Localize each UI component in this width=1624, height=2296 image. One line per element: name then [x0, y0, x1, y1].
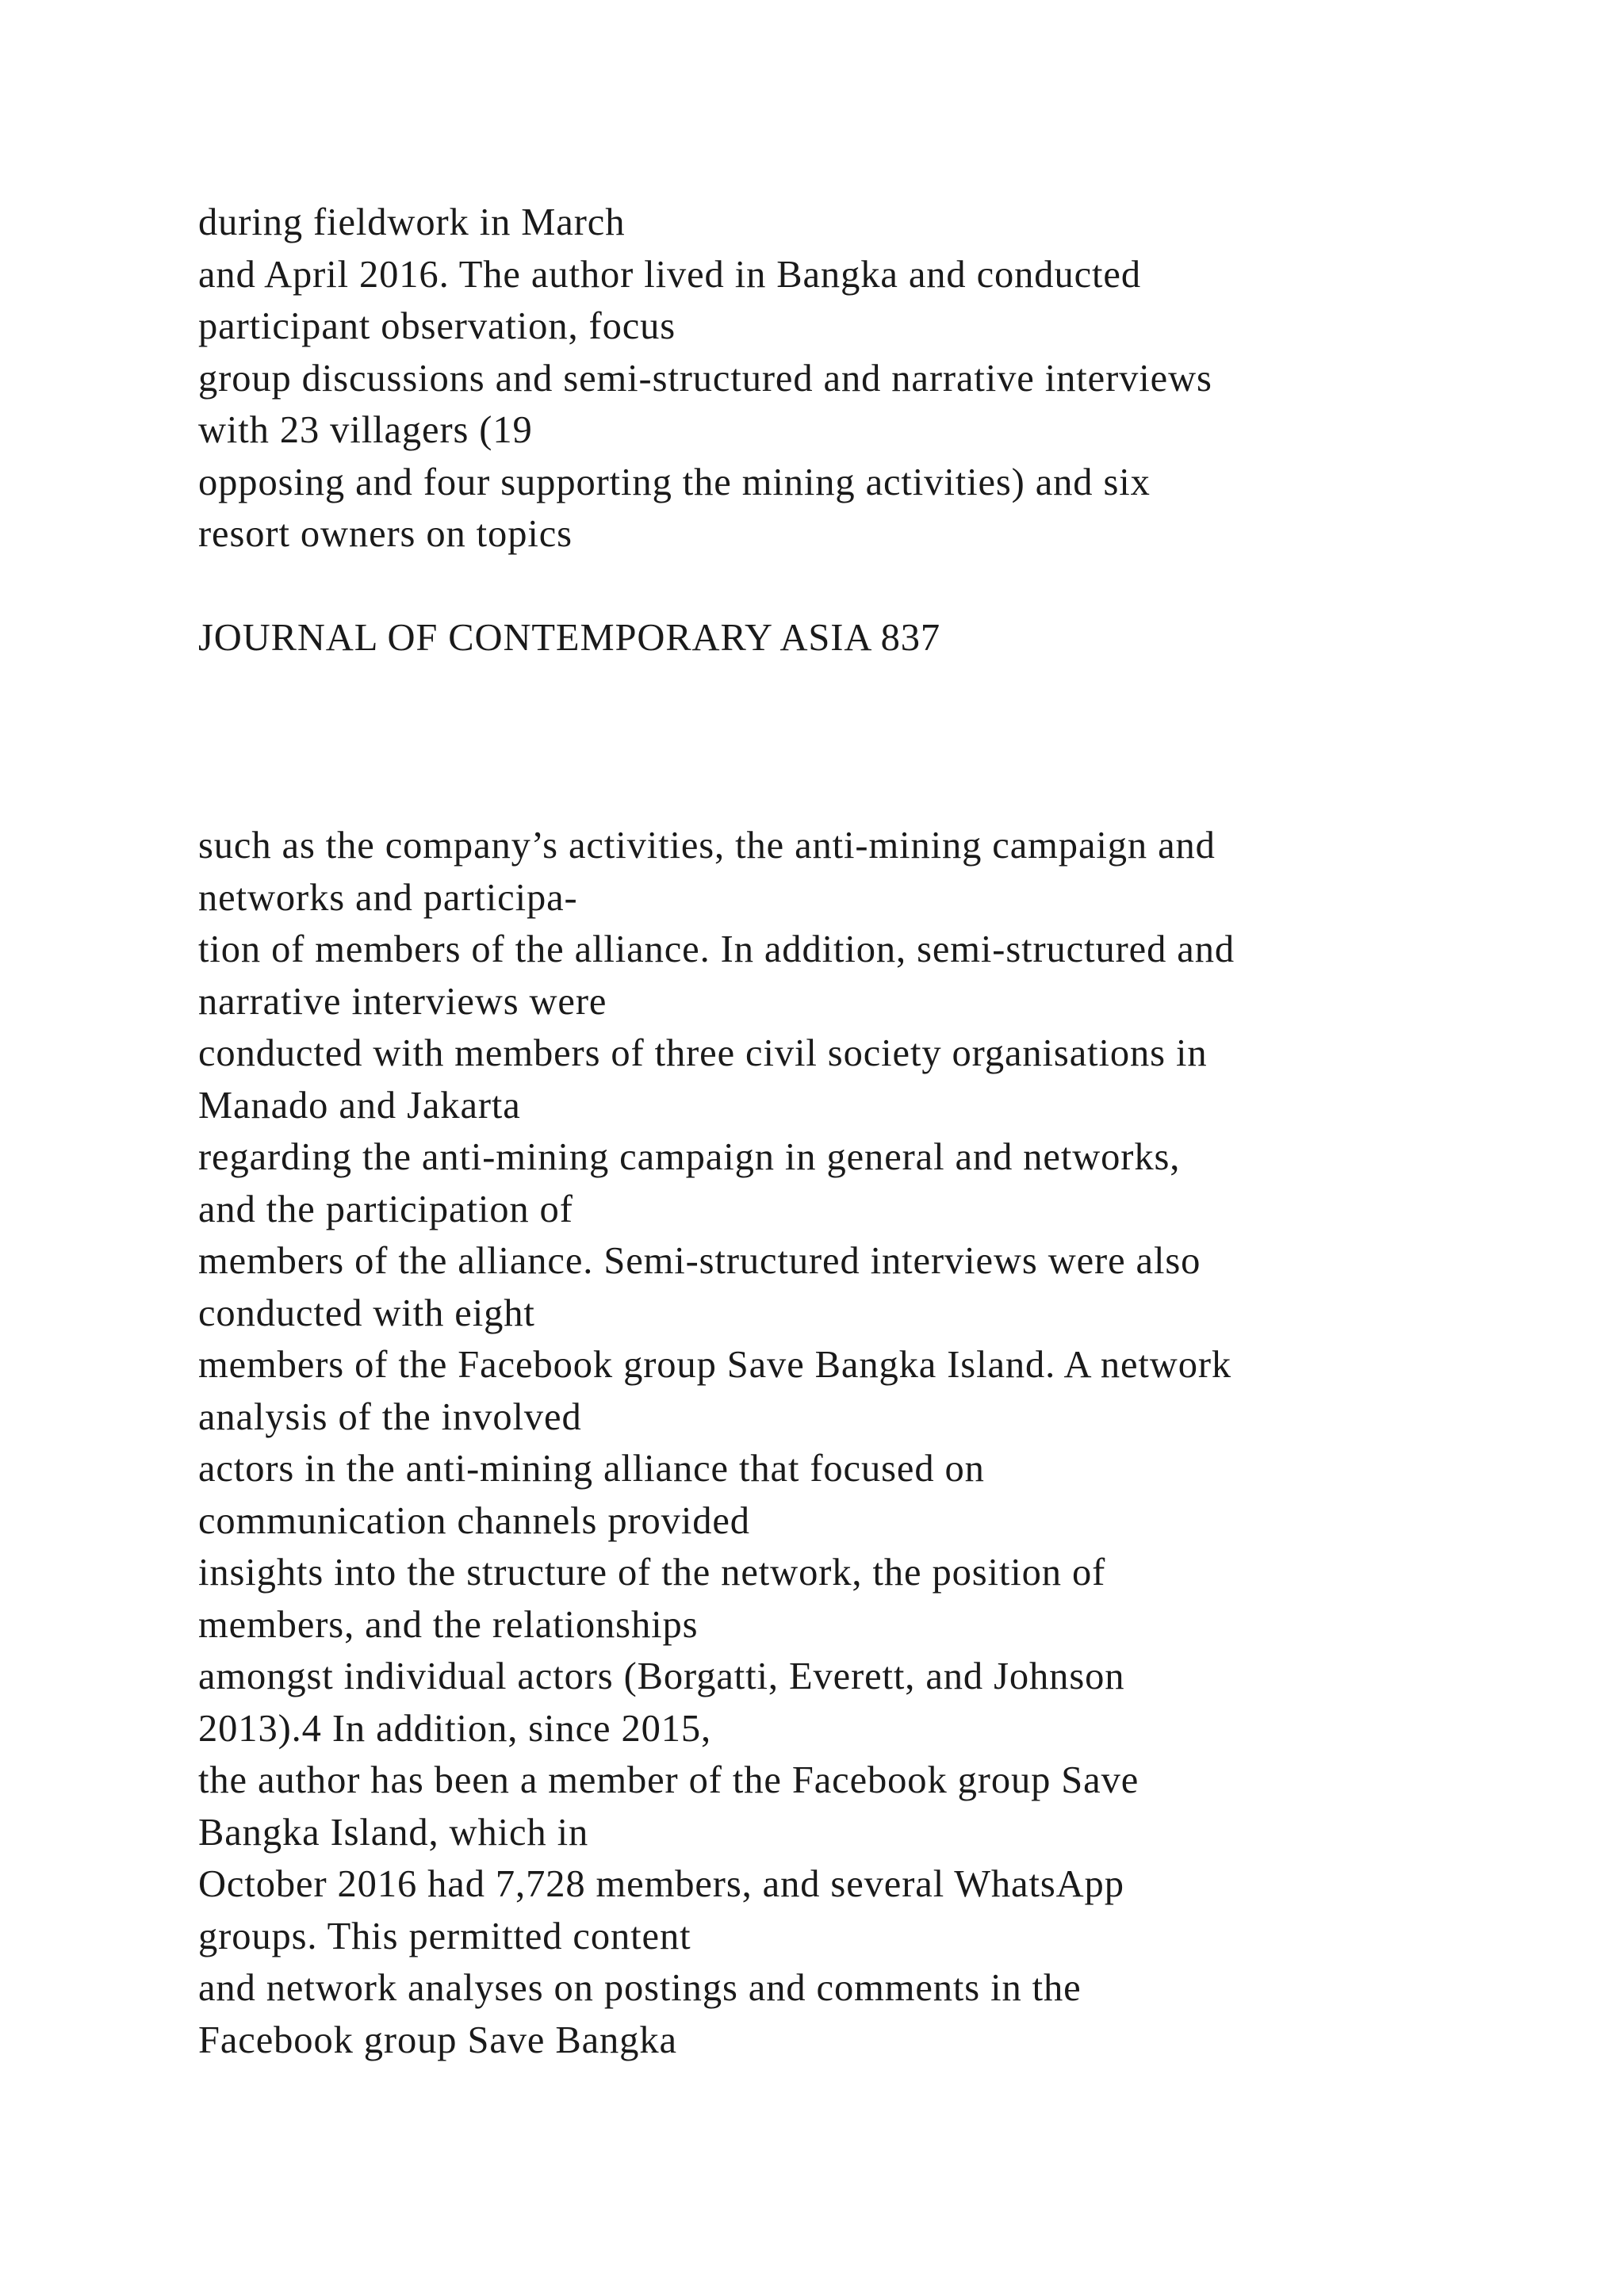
text-line: regarding the anti-mining campaign in general and networks,: [198, 1136, 1181, 1178]
text-line: October 2016 had 7,728 members, and several WhatsApp: [198, 1863, 1124, 1905]
text-line: members, and the relationships: [198, 1603, 699, 1646]
text-line: members of the Facebook group Save Bangka Island. A network: [198, 1344, 1232, 1386]
paragraph-methods: [198, 820, 1235, 2066]
text-line: opposing and four supporting the mining activities) and six: [198, 461, 1151, 503]
text-line: actors in the anti-mining alliance that focused on: [198, 1448, 985, 1490]
text-line: resort owners on topics: [198, 513, 573, 555]
text-line: group discussions and semi-structured and narrative interviews: [198, 357, 1212, 400]
text-line: tion of members of the alliance. In addition, semi-structured and: [198, 928, 1235, 970]
text-line: networks and participa-: [198, 876, 578, 919]
text-line: Bangka Island, which in: [198, 1811, 589, 1854]
text-line: communication channels provided: [198, 1499, 750, 1542]
text-line: analysis of the involved: [198, 1395, 582, 1438]
text-line: conducted with eight: [198, 1292, 535, 1334]
text-line: with 23 villagers (19: [198, 409, 533, 451]
text-line: members of the alliance. Semi-structured interviews were also: [198, 1240, 1201, 1282]
journal-header: JOURNAL OF CONTEMPORARY ASIA 837: [198, 617, 941, 659]
text-line: and the participation of: [198, 1188, 573, 1230]
text-line: participant observation, focus: [198, 305, 676, 347]
text-line: Facebook group Save Bangka: [198, 2019, 677, 2061]
text-line: conducted with members of three civil society organisations in: [198, 1032, 1208, 1074]
text-line: and network analyses on postings and comments in the: [198, 1967, 1082, 2009]
text-line: narrative interviews were: [198, 980, 607, 1023]
text-line: amongst individual actors (Borgatti, Everett, and Johnson: [198, 1655, 1125, 1697]
text-line: and April 2016. The author lived in Bangka and conducted: [198, 253, 1141, 296]
text-line: insights into the structure of the network, the position of: [198, 1552, 1106, 1594]
text-line: such as the company’s activities, the anti-mining campaign and: [198, 825, 1216, 867]
paragraph-fieldwork: [198, 197, 1212, 561]
text-line: Manado and Jakarta: [198, 1084, 521, 1127]
running-header: [198, 612, 940, 664]
text-line: the author has been a member of the Facebook group Save: [198, 1759, 1139, 1801]
text-line: 2013).4 In addition, since 2015,: [198, 1707, 712, 1750]
text-line: during fieldwork in March: [198, 201, 626, 243]
text-line: groups. This permitted content: [198, 1915, 691, 1957]
